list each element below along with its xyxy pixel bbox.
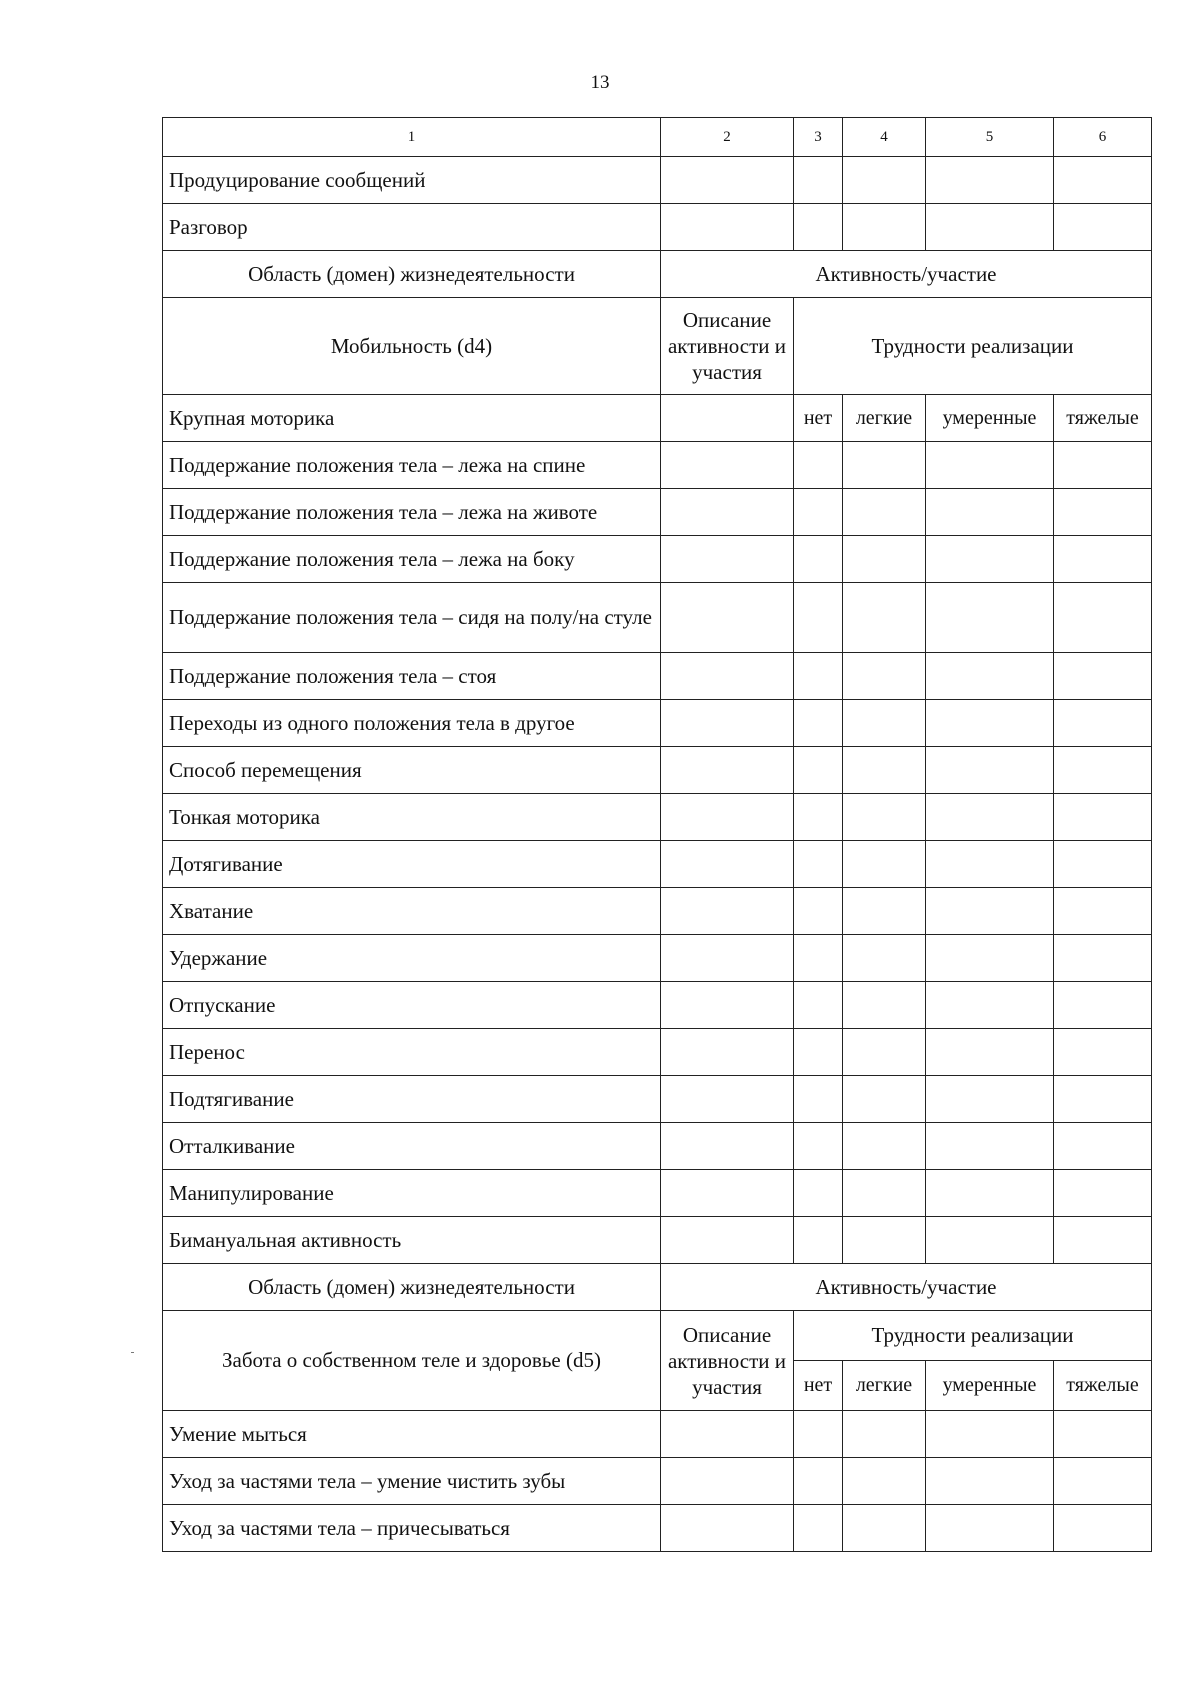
difficulty-none-cell[interactable] bbox=[794, 1411, 843, 1458]
column-number: 1 bbox=[163, 118, 661, 157]
description-cell[interactable] bbox=[661, 1458, 794, 1505]
selfcare-header-row bbox=[163, 1311, 1152, 1361]
difficulty-severe-cell[interactable] bbox=[1054, 1458, 1152, 1505]
column-number: 6 bbox=[1054, 118, 1152, 157]
description-cell[interactable] bbox=[661, 794, 794, 841]
description-cell[interactable] bbox=[661, 1123, 794, 1170]
activity-header-label: Активность/участие bbox=[661, 1264, 1152, 1311]
difficulty-moderate-cell[interactable] bbox=[926, 888, 1054, 935]
difficulty-none-cell[interactable] bbox=[794, 888, 843, 935]
row-label: Отпускание bbox=[163, 982, 661, 1029]
row-label: Поддержание положения тела – лежа на спине bbox=[163, 442, 661, 489]
description-cell[interactable] bbox=[661, 1217, 794, 1264]
difficulty-mild-cell[interactable] bbox=[843, 700, 926, 747]
difficulty-moderate-cell[interactable] bbox=[926, 157, 1054, 204]
difficulty-level-severe: тяжелые bbox=[1054, 395, 1152, 442]
difficulty-level-moderate: умеренные bbox=[926, 1361, 1054, 1411]
difficulty-moderate-cell[interactable] bbox=[926, 204, 1054, 251]
table-row bbox=[163, 157, 1152, 204]
difficulty-level-moderate: умеренные bbox=[926, 395, 1054, 442]
row-label: Поддержание положения тела – лежа на животе bbox=[163, 489, 661, 536]
column-number: 4 bbox=[843, 118, 926, 157]
difficulty-moderate-cell[interactable] bbox=[926, 1170, 1054, 1217]
table-row bbox=[163, 935, 1152, 982]
row-label: Уход за частями тела – причесываться bbox=[163, 1505, 661, 1552]
row-label: Уход за частями тела – умение чистить зубы bbox=[163, 1458, 661, 1505]
difficulty-none-cell[interactable] bbox=[794, 794, 843, 841]
difficulty-severe-cell[interactable] bbox=[1054, 700, 1152, 747]
table-row bbox=[163, 1411, 1152, 1458]
description-cell[interactable] bbox=[661, 653, 794, 700]
difficulty-none-cell[interactable] bbox=[794, 935, 843, 982]
mobility-header-row bbox=[163, 298, 1152, 395]
difficulty-none-cell[interactable] bbox=[794, 747, 843, 794]
table-row bbox=[163, 489, 1152, 536]
difficulty-severe-cell[interactable] bbox=[1054, 489, 1152, 536]
difficulty-severe-cell[interactable] bbox=[1054, 888, 1152, 935]
difficulty-severe-cell[interactable] bbox=[1054, 794, 1152, 841]
description-cell[interactable] bbox=[661, 395, 794, 442]
difficulty-severe-cell[interactable] bbox=[1054, 1170, 1152, 1217]
table-row bbox=[163, 204, 1152, 251]
difficulty-none-cell[interactable] bbox=[794, 982, 843, 1029]
difficulty-moderate-cell[interactable] bbox=[926, 1076, 1054, 1123]
difficulty-mild-cell[interactable] bbox=[843, 841, 926, 888]
difficulty-severe-cell[interactable] bbox=[1054, 157, 1152, 204]
difficulty-moderate-cell[interactable] bbox=[926, 841, 1054, 888]
row-label: Переходы из одного положения тела в другое bbox=[163, 700, 661, 747]
column-number: 5 bbox=[926, 118, 1054, 157]
difficulty-mild-cell[interactable] bbox=[843, 583, 926, 653]
table-row bbox=[163, 1217, 1152, 1264]
difficulty-moderate-cell[interactable] bbox=[926, 700, 1054, 747]
difficulty-severe-cell[interactable] bbox=[1054, 935, 1152, 982]
row-label: Тонкая моторика bbox=[163, 794, 661, 841]
difficulty-severe-cell[interactable] bbox=[1054, 1217, 1152, 1264]
difficulty-mild-cell[interactable] bbox=[843, 794, 926, 841]
difficulty-moderate-cell[interactable] bbox=[926, 1029, 1054, 1076]
row-label: Перенос bbox=[163, 1029, 661, 1076]
description-cell[interactable] bbox=[661, 157, 794, 204]
description-cell[interactable] bbox=[661, 1076, 794, 1123]
difficulty-none-cell[interactable] bbox=[794, 841, 843, 888]
icf-assessment-table bbox=[162, 117, 1152, 1552]
table-row bbox=[163, 1505, 1152, 1552]
description-cell[interactable] bbox=[661, 583, 794, 653]
difficulty-severe-cell[interactable] bbox=[1054, 1123, 1152, 1170]
description-cell[interactable] bbox=[661, 204, 794, 251]
description-cell[interactable] bbox=[661, 982, 794, 1029]
difficulty-severe-cell[interactable] bbox=[1054, 204, 1152, 251]
difficulty-none-cell[interactable] bbox=[794, 204, 843, 251]
difficulty-severe-cell[interactable] bbox=[1054, 653, 1152, 700]
row-label: Разговор bbox=[163, 204, 661, 251]
difficulty-severe-cell[interactable] bbox=[1054, 1411, 1152, 1458]
difficulty-none-cell[interactable] bbox=[794, 1076, 843, 1123]
description-cell[interactable] bbox=[661, 1505, 794, 1552]
difficulty-moderate-cell[interactable] bbox=[926, 982, 1054, 1029]
description-cell[interactable] bbox=[661, 747, 794, 794]
difficulty-moderate-cell[interactable] bbox=[926, 935, 1054, 982]
description-header: Описание активности и участия bbox=[661, 1311, 794, 1411]
difficulty-mild-cell[interactable] bbox=[843, 489, 926, 536]
table-row bbox=[163, 1076, 1152, 1123]
difficulty-level-mild: легкие bbox=[843, 395, 926, 442]
difficulty-mild-cell[interactable] bbox=[843, 1076, 926, 1123]
difficulty-none-cell[interactable] bbox=[794, 1029, 843, 1076]
difficulty-header: Трудности реализации bbox=[794, 298, 1152, 395]
difficulty-mild-cell[interactable] bbox=[843, 982, 926, 1029]
difficulty-severe-cell[interactable] bbox=[1054, 841, 1152, 888]
table-row bbox=[163, 700, 1152, 747]
table-row bbox=[163, 583, 1152, 653]
difficulty-mild-cell[interactable] bbox=[843, 935, 926, 982]
row-label: Отталкивание bbox=[163, 1123, 661, 1170]
difficulty-mild-cell[interactable] bbox=[843, 1458, 926, 1505]
difficulty-none-cell[interactable] bbox=[794, 1458, 843, 1505]
difficulty-mild-cell[interactable] bbox=[843, 747, 926, 794]
table-row bbox=[163, 841, 1152, 888]
difficulty-mild-cell[interactable] bbox=[843, 157, 926, 204]
difficulty-severe-cell[interactable] bbox=[1054, 747, 1152, 794]
difficulty-mild-cell[interactable] bbox=[843, 442, 926, 489]
description-cell[interactable] bbox=[661, 935, 794, 982]
difficulty-severe-cell[interactable] bbox=[1054, 982, 1152, 1029]
difficulty-mild-cell[interactable] bbox=[843, 1029, 926, 1076]
difficulty-severe-cell[interactable] bbox=[1054, 1029, 1152, 1076]
table-row bbox=[163, 794, 1152, 841]
mobility-section-title: Мобильность (d4) bbox=[163, 298, 661, 395]
difficulty-level-severe: тяжелые bbox=[1054, 1361, 1152, 1411]
domain-header-label: Область (домен) жизнедеятельности bbox=[163, 1264, 661, 1311]
activity-header-label: Активность/участие bbox=[661, 251, 1152, 298]
table-row bbox=[163, 1029, 1152, 1076]
difficulty-none-cell[interactable] bbox=[794, 536, 843, 583]
row-label: Манипулирование bbox=[163, 1170, 661, 1217]
domain-header-label: Область (домен) жизнедеятельности bbox=[163, 251, 661, 298]
difficulty-none-cell[interactable] bbox=[794, 1123, 843, 1170]
difficulty-moderate-cell[interactable] bbox=[926, 1505, 1054, 1552]
difficulty-moderate-cell[interactable] bbox=[926, 1123, 1054, 1170]
difficulty-moderate-cell[interactable] bbox=[926, 653, 1054, 700]
difficulty-mild-cell[interactable] bbox=[843, 204, 926, 251]
row-label: Поддержание положения тела – лежа на боку bbox=[163, 536, 661, 583]
difficulty-none-cell[interactable] bbox=[794, 442, 843, 489]
table-row bbox=[163, 1123, 1152, 1170]
difficulty-none-cell[interactable] bbox=[794, 1170, 843, 1217]
description-cell[interactable] bbox=[661, 700, 794, 747]
column-number-row bbox=[163, 118, 1152, 157]
difficulty-moderate-cell[interactable] bbox=[926, 536, 1054, 583]
table-row bbox=[163, 1170, 1152, 1217]
difficulty-mild-cell[interactable] bbox=[843, 1217, 926, 1264]
difficulty-moderate-cell[interactable] bbox=[926, 747, 1054, 794]
description-cell[interactable] bbox=[661, 1029, 794, 1076]
difficulty-moderate-cell[interactable] bbox=[926, 1217, 1054, 1264]
difficulty-level-mild: легкие bbox=[843, 1361, 926, 1411]
row-label: Подтягивание bbox=[163, 1076, 661, 1123]
row-label: Поддержание положения тела – стоя bbox=[163, 653, 661, 700]
column-number: 3 bbox=[794, 118, 843, 157]
difficulty-none-cell[interactable] bbox=[794, 653, 843, 700]
difficulty-severe-cell[interactable] bbox=[1054, 1505, 1152, 1552]
domain-header-row bbox=[163, 1264, 1152, 1311]
scan-artifact bbox=[131, 1352, 134, 1353]
difficulty-severe-cell[interactable] bbox=[1054, 1076, 1152, 1123]
table-row bbox=[163, 395, 1152, 442]
description-cell[interactable] bbox=[661, 1170, 794, 1217]
description-cell[interactable] bbox=[661, 536, 794, 583]
difficulty-moderate-cell[interactable] bbox=[926, 1411, 1054, 1458]
table-row bbox=[163, 442, 1152, 489]
row-label: Продуцирование сообщений bbox=[163, 157, 661, 204]
difficulty-severe-cell[interactable] bbox=[1054, 442, 1152, 489]
difficulty-level-none: нет bbox=[794, 395, 843, 442]
selfcare-section-title: Забота о собственном теле и здоровье (d5) bbox=[163, 1311, 661, 1411]
description-header: Описание активности и участия bbox=[661, 298, 794, 395]
table-row bbox=[163, 536, 1152, 583]
difficulty-moderate-cell[interactable] bbox=[926, 1458, 1054, 1505]
row-label: Хватание bbox=[163, 888, 661, 935]
row-label: Способ перемещения bbox=[163, 747, 661, 794]
difficulty-level-none: нет bbox=[794, 1361, 843, 1411]
column-number: 2 bbox=[661, 118, 794, 157]
difficulty-mild-cell[interactable] bbox=[843, 1505, 926, 1552]
domain-header-row bbox=[163, 251, 1152, 298]
page-number: 13 bbox=[590, 72, 610, 93]
difficulty-moderate-cell[interactable] bbox=[926, 489, 1054, 536]
description-cell[interactable] bbox=[661, 489, 794, 536]
table-row bbox=[163, 747, 1152, 794]
description-cell[interactable] bbox=[661, 888, 794, 935]
difficulty-none-cell[interactable] bbox=[794, 700, 843, 747]
difficulty-none-cell[interactable] bbox=[794, 1217, 843, 1264]
difficulty-mild-cell[interactable] bbox=[843, 653, 926, 700]
difficulty-moderate-cell[interactable] bbox=[926, 583, 1054, 653]
difficulty-mild-cell[interactable] bbox=[843, 1170, 926, 1217]
table-row bbox=[163, 982, 1152, 1029]
difficulty-none-cell[interactable] bbox=[794, 157, 843, 204]
row-label: Крупная моторика bbox=[163, 395, 661, 442]
table-row bbox=[163, 888, 1152, 935]
row-label: Бимануальная активность bbox=[163, 1217, 661, 1264]
table-row bbox=[163, 653, 1152, 700]
row-label: Умение мыться bbox=[163, 1411, 661, 1458]
difficulty-none-cell[interactable] bbox=[794, 1505, 843, 1552]
difficulty-mild-cell[interactable] bbox=[843, 536, 926, 583]
difficulty-header: Трудности реализации bbox=[794, 1311, 1152, 1361]
difficulty-mild-cell[interactable] bbox=[843, 888, 926, 935]
difficulty-none-cell[interactable] bbox=[794, 583, 843, 653]
description-cell[interactable] bbox=[661, 841, 794, 888]
row-label: Удержание bbox=[163, 935, 661, 982]
difficulty-moderate-cell[interactable] bbox=[926, 794, 1054, 841]
difficulty-moderate-cell[interactable] bbox=[926, 442, 1054, 489]
description-cell[interactable] bbox=[661, 1411, 794, 1458]
row-label: Дотягивание bbox=[163, 841, 661, 888]
row-label: Поддержание положения тела – сидя на полу/на стуле bbox=[163, 583, 661, 653]
difficulty-severe-cell[interactable] bbox=[1054, 583, 1152, 653]
difficulty-mild-cell[interactable] bbox=[843, 1123, 926, 1170]
difficulty-mild-cell[interactable] bbox=[843, 1411, 926, 1458]
table-row bbox=[163, 1458, 1152, 1505]
description-cell[interactable] bbox=[661, 442, 794, 489]
difficulty-severe-cell[interactable] bbox=[1054, 536, 1152, 583]
difficulty-none-cell[interactable] bbox=[794, 489, 843, 536]
